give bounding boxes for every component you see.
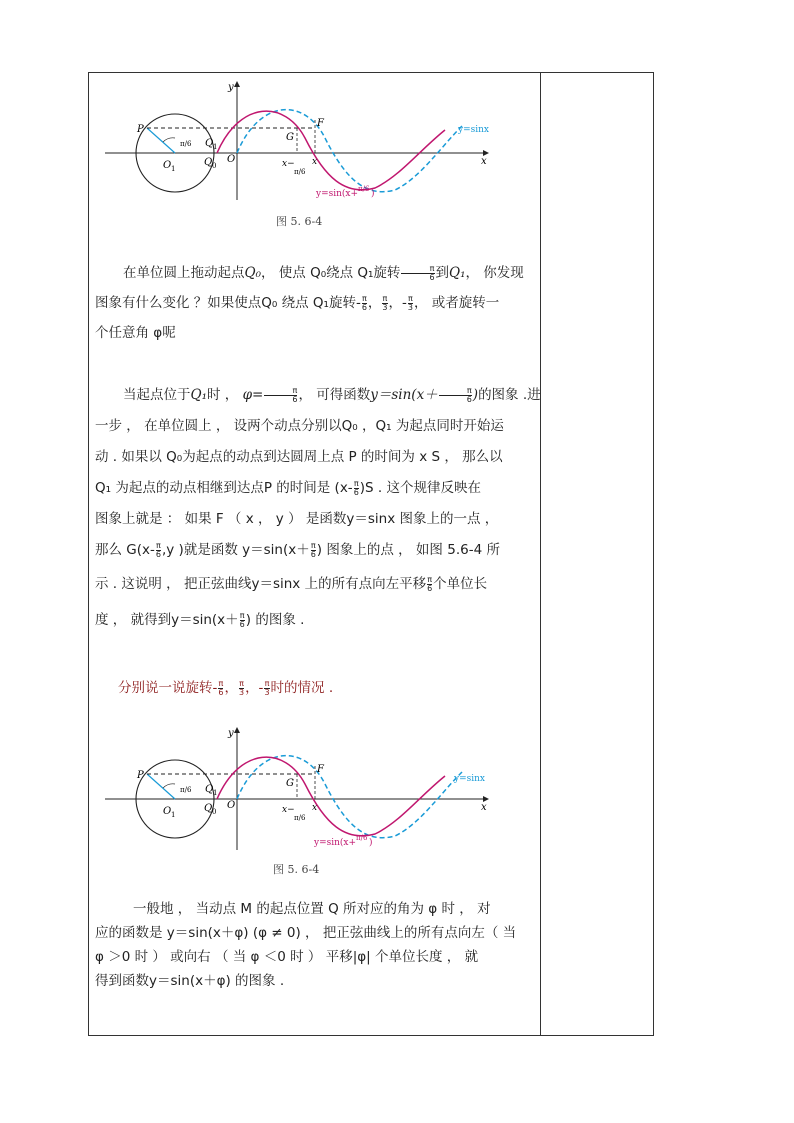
sin-curve: [237, 756, 462, 838]
point-o1-sub: 1: [171, 165, 176, 173]
point-q0-sub: 0: [212, 162, 217, 170]
figure-2: [100, 724, 500, 854]
x-axis-label: x: [481, 802, 487, 813]
sin-label: y=sinx: [454, 774, 485, 784]
angle-arc: [163, 138, 175, 142]
prompt-line: 分别说一说旋转- $\frac{\pi}{6}$ ， $\frac{\pi}{3}$ ，- $\frac{\pi}{3}$ 时的情况 .: [118, 678, 334, 697]
shift-frac: π/6: [356, 834, 368, 842]
point-f: F: [317, 118, 324, 129]
shift-close: ): [369, 838, 373, 848]
paragraph-2: 当起点位于Q₁时 ， φ= $\frac{\pi}{6}$ ， 可得函数y＝sin(x＋ $\frac{\pi}{6}$ )的图象 .进 一步 ， 在单位圆上 ， 设两个动点分别以Q₀ ，Q₁ 为起点同时开始运 动 . 如果以 Q₀为起点的动点到达圆周上点 P 的时间为 x S ， 那么以 Q₁ 为起点的动点相继到达点P 的时间是 (x- $\frac{\pi}{6}$ )S . 这个规律反映在 图象上就是 ： 如果 F （ x ， y ） 是函数y＝sinx 图象上的一点 ， 那么 G(x- $\frac{\pi}{6}$ ,y )就是函数 y＝sin(x＋ $\frac{\pi}{6}$ ) 图象上的点 ， 如图 5.6-4 所 示 . 这说明 ， 把正弦曲线y＝sinx 上的所有点向左平移 $\frac{\pi}{6}$ 个单位长 度 ， 就得到y＝sin(x＋ $\frac{\pi}{6}$ ) 的图象 .: [95, 385, 541, 629]
point-f: F: [317, 764, 324, 775]
point-q1-sub: 1: [213, 789, 218, 797]
x-minus-frac: π/6: [294, 168, 306, 176]
point-g: G: [286, 778, 294, 789]
point-q1: Q: [205, 138, 214, 149]
figure-1: [100, 78, 500, 203]
y-axis-label: y: [228, 728, 234, 739]
shifted-curve: [217, 757, 445, 836]
paragraph-1: 在单位圆上拖动起点Q₀， 使点 Q₀绕点 Q₁旋转 $\frac{\pi}{6}$ 到Q₁， 你发现 图象有什么变化 ？如果使点Q₀ 绕点 Q₁旋转- $\frac{\pi}{6}$ ， $\frac{\pi}{3}$ ，- $\frac{\pi}{3}$ ， 或者旋转一 个任意角 φ呢: [95, 263, 524, 341]
radius-line: [147, 128, 175, 153]
point-p: P: [137, 124, 144, 135]
radius-line: [147, 774, 175, 799]
x-axis-label: x: [481, 156, 487, 167]
point-o1: O: [163, 806, 172, 817]
x-minus-frac: π/6: [294, 814, 306, 822]
column-divider: [540, 72, 541, 1036]
figure-1-caption: 图 5. 6-4: [276, 215, 323, 228]
point-q0: Q: [204, 803, 213, 814]
x-minus-label: x−: [282, 805, 295, 815]
figure-2-caption: 图 5. 6-4: [273, 863, 320, 876]
sin-label: y=sinx: [458, 125, 489, 135]
angle-arc: [163, 784, 175, 788]
origin-label: O: [227, 800, 236, 811]
x-minus-label: x−: [282, 159, 295, 169]
point-q0: Q: [204, 157, 213, 168]
paragraph-3: 一般地 ， 当动点 M 的起点位置 Q 所对应的角为 φ 时 ， 对 应的函数是 y＝sin(x＋φ) (φ ≠ 0) ， 把正弦曲线上的所有点向左（ 当 φ ＞0 时 ） 或向右 （ 当 φ ＜0 时 ） 平移|φ| 个单位长度 ， 就 得到函数y＝sin(x＋φ) 的图象 .: [95, 901, 517, 989]
origin-label: O: [227, 154, 236, 165]
shift-label: y=sin(x+: [316, 189, 359, 199]
y-axis-label: y: [228, 82, 234, 93]
point-p: P: [137, 770, 144, 781]
shifted-curve: [217, 111, 445, 190]
sin-curve: [237, 110, 462, 192]
point-q0-sub: 0: [212, 808, 217, 816]
shift-frac: π/6: [358, 185, 370, 193]
point-g: G: [286, 132, 294, 143]
shift-close: ): [371, 189, 375, 199]
point-q1-sub: 1: [213, 143, 218, 151]
point-o1: O: [163, 160, 172, 171]
point-q1: Q: [205, 784, 214, 795]
x-tick-label: x: [312, 803, 318, 813]
point-o1-sub: 1: [171, 811, 176, 819]
angle-label: π/6: [180, 786, 192, 794]
shift-label: y=sin(x+: [314, 838, 357, 848]
angle-label: π/6: [180, 140, 192, 148]
x-tick-label: x: [312, 157, 318, 167]
